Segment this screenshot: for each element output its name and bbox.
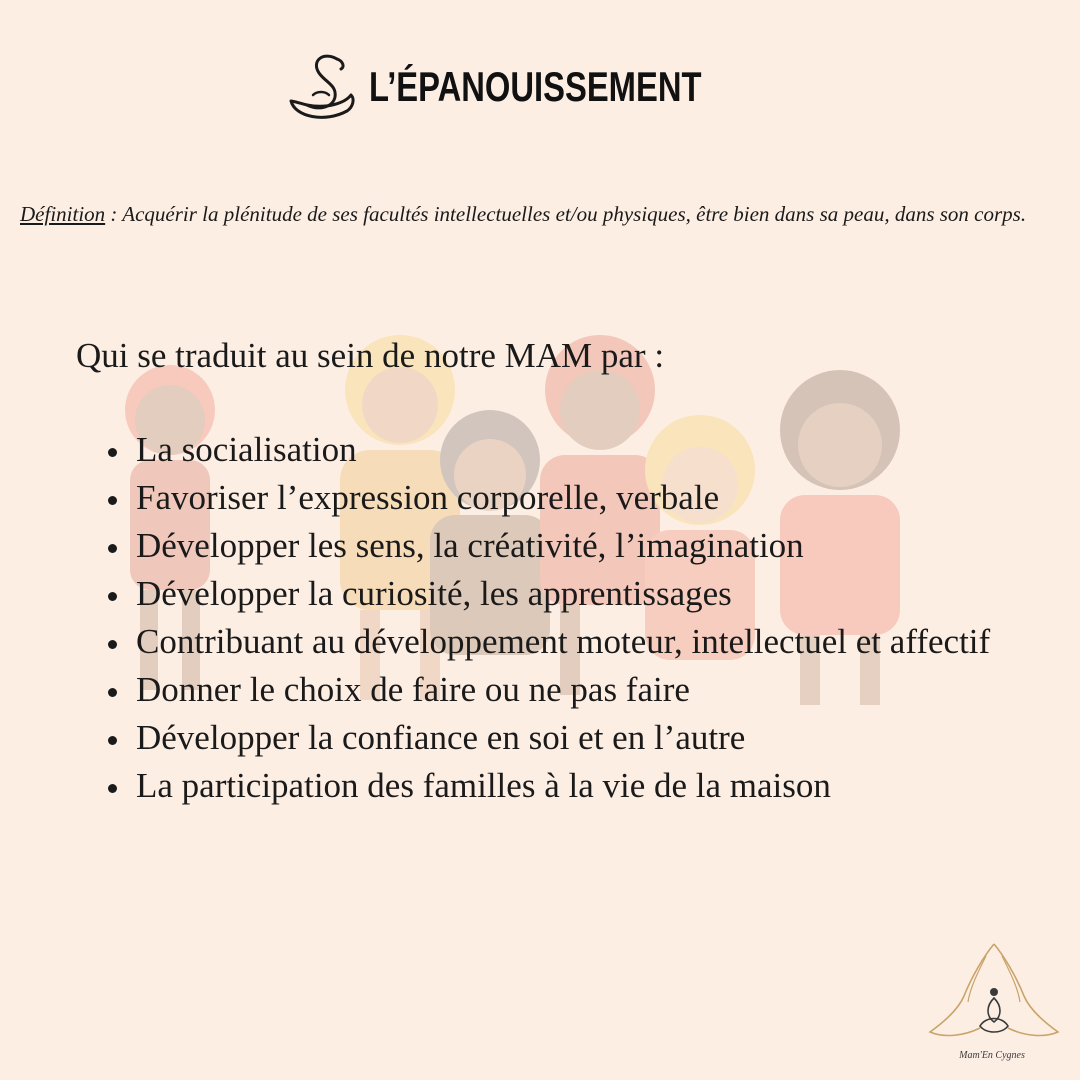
- list-item: Développer les sens, la créativité, l’imagination: [108, 522, 1068, 570]
- list-item: Contribuant au développement moteur, intellectuel et affectif: [108, 618, 1068, 666]
- intro-heading: Qui se traduit au sein de notre MAM par :: [76, 336, 665, 375]
- list-item: La participation des familles à la vie de la maison: [108, 762, 1068, 810]
- list-item: Développer la confiance en soi et en l’autre: [108, 714, 1068, 762]
- footer-brand: Mam'En Cygnes: [959, 1050, 1025, 1061]
- list-item: La socialisation: [108, 426, 1068, 474]
- page-title: L’ÉPANOUISSEMENT: [368, 63, 702, 110]
- hands-logo-icon: [924, 936, 1064, 1066]
- benefits-list: [108, 426, 1068, 810]
- definition-body: : Acquérir la plénitude de ses facultés intellectuelles et/ou physiques, être bien dans sa peau, dans son corps.: [105, 202, 1027, 226]
- list-item: Développer la curiosité, les apprentissages: [108, 570, 1068, 618]
- list-item: Favoriser l’expression corporelle, verbale: [108, 474, 1068, 522]
- definition-label: Définition: [20, 202, 106, 226]
- definition-text: [20, 198, 1060, 231]
- list-item: Donner le choix de faire ou ne pas faire: [108, 666, 1068, 714]
- page-header: [0, 32, 1080, 142]
- swan-icon: [285, 47, 365, 127]
